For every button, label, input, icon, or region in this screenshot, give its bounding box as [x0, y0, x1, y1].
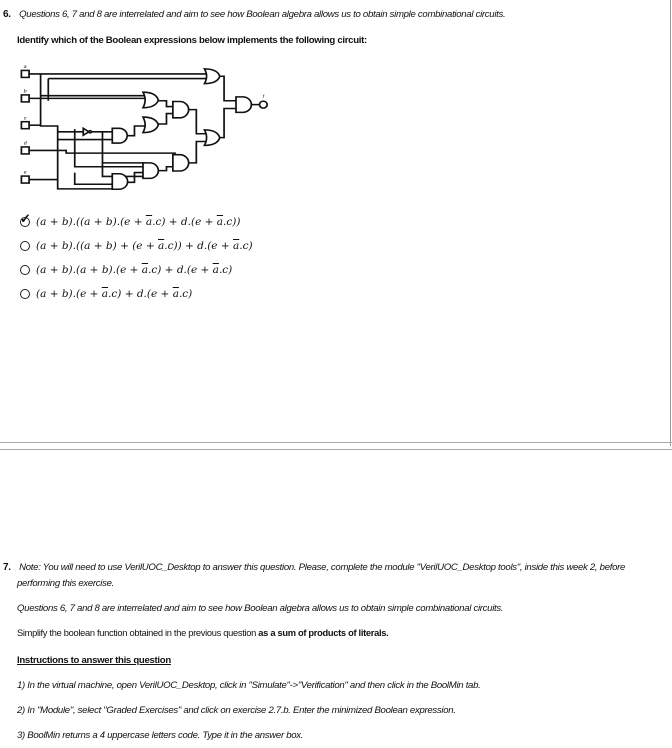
expression-part: .c) + d.(e +: [108, 288, 173, 300]
q7-simplify: [17, 628, 388, 638]
input-label: b: [23, 89, 27, 95]
radio-checked[interactable]: [20, 212, 31, 227]
negated-literal: $\overline{a}$: [172, 288, 179, 300]
answer-option[interactable]: [20, 212, 241, 228]
q7-note-line2: performing this exercise.: [17, 578, 115, 589]
and-gate: [236, 97, 251, 113]
expression-part: .c) + d.(e +: [148, 264, 213, 276]
logic-circuit-diagram: [15, 58, 271, 192]
expression-part: (a + b).(e +: [36, 288, 102, 300]
input-c: [21, 117, 29, 129]
q7-number: 7.: [3, 562, 11, 573]
input-d: [21, 141, 29, 154]
answer-option[interactable]: [20, 288, 192, 300]
q7-step-1: 1) In the virtual machine, open VerilUOC_Desktop, click in "Simulate"->"Verification" and then click in the BoolMin tab.: [17, 680, 481, 691]
expression-part: .c): [218, 264, 233, 276]
q7-step-2: 2) In "Module", select "Graded Exercises" and click on exercise 2.7.b. Enter the minimized Boolean expression.: [17, 705, 456, 716]
output-f: [259, 94, 267, 108]
wire: [218, 108, 237, 137]
input-label: e: [23, 170, 27, 176]
input-a: [21, 65, 29, 77]
and-gate: [173, 155, 189, 171]
expression-part: (a + b).((a + b) + (e +: [36, 240, 158, 252]
radio-button[interactable]: [20, 289, 30, 299]
negated-literal: $\overline{a}$: [145, 216, 153, 228]
radio-button[interactable]: [20, 265, 30, 275]
negated-literal: $\overline{a}$: [101, 288, 109, 300]
wire: [75, 173, 113, 185]
and-gate: [112, 128, 127, 143]
input-label: d: [23, 141, 27, 147]
and-gate: [112, 174, 127, 190]
negated-literal: $\overline{a}$: [158, 240, 165, 252]
q7-instructions-title: Instructions to answer this question: [17, 655, 171, 666]
and-gate: [173, 102, 189, 118]
answer-expression: [36, 240, 253, 252]
wire: [218, 76, 237, 100]
q7-note-line1: Note: You will need to use VerilUOC_Desktop to answer this question. Please, complete the module "VerilUOC_Desktop tools", inside this week 2, before: [19, 562, 626, 573]
or-gate: [204, 69, 219, 84]
q6-number: 6.: [3, 9, 11, 20]
input-e: [21, 171, 29, 183]
q6-intro: Questions 6, 7 and 8 are interrelated and aim to see how Boolean algebra allows us to obtain simple combinational circuits.: [19, 9, 506, 20]
negated-literal: $\overline{a}$: [141, 264, 149, 276]
expression-part: .c)) + d.(e +: [164, 240, 233, 252]
expression-part: (a + b).(a + b).(e +: [36, 264, 142, 276]
q7-note: [3, 562, 625, 573]
q7-simplify-bold: as a sum of products of literals.: [258, 628, 389, 638]
negated-literal: $\overline{a}$: [233, 240, 240, 252]
q7-intro: Questions 6, 7 and 8 are interrelated and aim to see how Boolean algebra allows us to obtain simple combinational circuits.: [17, 603, 504, 614]
question-divider-top: [0, 442, 672, 443]
answer-option[interactable]: [20, 240, 253, 252]
expression-part: .c) + d.(e +: [152, 216, 217, 228]
q6-header: [3, 9, 505, 20]
answer-expression: [36, 264, 232, 276]
expression-part: (a + b).((a + b).(e +: [36, 216, 146, 228]
q6-prompt: Identify which of the Boolean expressions below implements the following circuit:: [17, 35, 367, 46]
question-border-right: [670, 0, 671, 446]
q7-step-3: 3) BoolMin returns a 4 uppercase letters code. Type it in the answer box.: [17, 730, 304, 741]
answer-option[interactable]: [20, 264, 232, 276]
q7-simplify-text: Simplify the boolean function obtained in the previous question: [17, 628, 259, 638]
or-gate: [204, 130, 219, 146]
negated-literal: $\overline{a}$: [216, 216, 224, 228]
output-label: f: [262, 95, 265, 100]
and-gate: [143, 163, 158, 179]
answer-expression: [36, 216, 240, 228]
question-divider-bottom: [0, 449, 672, 450]
radio-button[interactable]: [20, 241, 30, 251]
or-gate: [143, 117, 158, 133]
checkmark-icon: ✓: [20, 212, 31, 227]
expression-part: .c): [239, 240, 253, 252]
expression-part: .c)): [223, 216, 241, 228]
expression-part: .c): [178, 288, 193, 300]
negated-literal: $\overline{a}$: [212, 264, 219, 276]
not-bubble: [89, 131, 92, 133]
input-b: [21, 89, 29, 102]
input-label: c: [23, 116, 27, 122]
input-label: a: [23, 65, 27, 71]
answer-expression: [36, 288, 192, 300]
or-gate: [143, 92, 158, 108]
